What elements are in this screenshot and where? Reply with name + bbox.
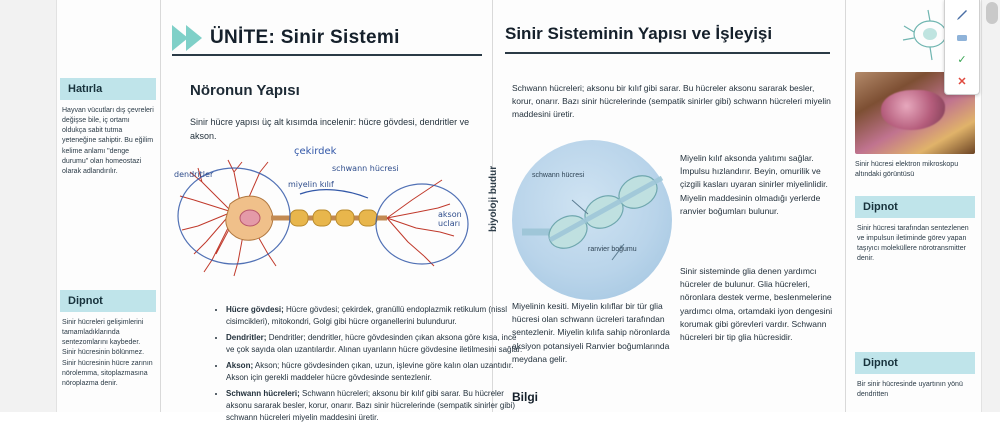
pencil-icon[interactable] [945,4,979,26]
list-item-term: Hücre gövdesi; [226,305,284,314]
diagram-label-miyelin-kilif: miyelin kılıf [288,180,334,189]
list-item-text: Hücre gövdesi; çekirdek, granüllü endoplazmik retikulum (nissl cisimcikleri), mitokondri, Golgi gibi hücre organellerini bulundurur. [226,305,508,326]
column2-paragraph-1: Schwann hücreleri; aksonu bir kılıf gibi sarar. Bu hücreler aksonu sararak besler, korur, onarır. Bazı sinir hücrelerinde (sempatik sinirler gibi) schwann hücreleri miyelin maddesini üretir. [512,83,831,120]
column1-list [186,304,526,428]
column2-footer-heading: Bilgi [512,390,538,404]
sidebar-box-hatirla [60,78,156,177]
right-gutter [981,0,1000,412]
myelin-diagram [512,140,672,300]
sidebar-body-hatirla: Hayvan vücutları dış çevreleri değişse bile, iç ortamı oldukça sabit tutma yeteneğine sahiptir. Bu eğilim kelime anlamı "denge durumu" olan homeostazi olarak adlandırılır. [62,107,154,175]
column1-lead: Sinir hücre yapısı üç alt kısımda incelenir: hücre gövdesi, dendritler ve akson. [190,117,470,141]
sidebar-body-dipnot-1: Sinir hücreleri gelişimlerini tamamladıklarında sentezomlarını kaybeder. Sinir hücresinin bölünmez. Sinir hücresinin hücre zarının nörolemma, sitoplazmasına nöroplazma denir. [62,319,153,387]
sidebar-tag-dipnot-3: Dipnot [855,352,975,374]
column-rule-3 [845,0,846,412]
eraser-icon[interactable] [945,26,979,48]
column2-paragraph-4: Miyelinin kesiti. Miyelin kılıflar bir tür glia hücresi olan schwann ücreleri tarafından sentezlenir. Miyelin kılıfa sahip nöronlarda aksiyon potansiyeli Ranvier boğumlarında meydana gelir. [512,301,670,364]
sidebar-tag-dipnot-1: Dipnot [60,290,156,312]
close-icon[interactable]: ✕ [957,75,967,88]
column2-paragraph-3: Sinir sisteminde glia denen yardımcı hücreler de bulunur. Glia hücreleri, nöronlara destek verme, beslenmelerine yardımcı olma, ortamdaki iyon dengesini korumak gibi görevleri vardır. Schwann hücreleri bir tip glia hücresidir. [680,266,833,342]
list-item-term: Akson; [226,361,254,370]
list-item [226,304,526,328]
column-rule-1 [160,0,161,412]
myelin-label-ranvier: ranvier boğumu [588,246,637,253]
sidebar-box-dipnot-3 [855,352,975,400]
section2-heading-underline [505,52,830,54]
myelin-diagram-svg [512,140,672,300]
unit-heading-text: ÜNİTE: Sinir Sistemi [210,27,400,48]
check-icon[interactable]: ✓ [957,53,967,66]
diagram-label-akson-uclari: akson ucları [438,210,462,228]
diagram-label-dendritler: dendritler [174,170,214,179]
section2-heading-text: Sinir Sisteminin Yapısı ve İşleyişi [505,24,773,43]
list-item-term: Schwann hücreleri; [226,389,300,398]
list-item [226,360,526,384]
list-item-text: Akson; hücre gövdesinden çıkan, uzun, işlevine göre kalın olan uzantıdır. Akson için gerekli maddeler hücre gövdesinde sentezlenir. [226,361,514,382]
list-item [226,332,526,356]
micrograph-caption: Sinir hücresi elektron mikroskopu altındaki görüntüsü [855,161,959,179]
column2-paragraph-2: Miyelin kılıf aksonda yalıtımı sağlar. İmpulsu hızlandırır. Beyin, omurilik ve çizgili kasları uyaran sinirler miyelinlidir. Miyelin maddesinin olmadığı yerlerde ranvier boğumları bulunur. [680,153,828,216]
neuron-diagram [172,142,482,292]
neuron-diagram-svg [172,142,482,292]
column2-rotated-label: biyoloji budur [488,165,499,232]
list-item-text: Dendritler; dendritler, hücre gövdesinden çıkan aksona göre kısa, ince ve çok sayıda olan uzantılardır. Alınan uyarıların hücre gövdesine iletilmesini sağlar. [226,333,523,354]
sidebar-box-dipnot-2 [855,196,975,265]
sidebar-body-dipnot-2: Sinir hücresi tarafından sentezlenen ve impulsun iletiminde görev yapan taşıyıcı moleküllere nörotransmitter denir. [857,225,969,263]
annotation-toolbar[interactable] [944,0,980,95]
unit-heading [172,18,472,58]
sidebar-body-dipnot-3: Bir sinir hücresinde uyartının yönü dendritten [857,381,963,399]
myelin-label-schwann: schwann hücresi [532,172,585,179]
column1-title: Nöronun Yapısı [190,82,300,99]
list-item [226,388,526,424]
sidebar-tag-hatirla: Hatırla [60,78,156,100]
scrollbar-thumb[interactable] [986,2,998,24]
micrograph-cell [881,90,945,130]
left-gutter [0,0,57,412]
diagram-label-cekirdek: çekirdek [294,146,337,157]
triangle-icon-2 [186,25,202,51]
list-item-term: Dendritler; [226,333,267,342]
sidebar-tag-dipnot-2: Dipnot [855,196,975,218]
unit-heading-underline [172,54,482,56]
diagram-label-schwann-hucresi: schwann hücresi [332,164,399,173]
sidebar-box-dipnot-1 [60,290,156,389]
list-item-text: Schwann hücreleri; aksonu bir kılıf gibi sarar. Bu hücreler aksonu sararak besler, korur, onarır. Bazı sinir hücrelerinde (sempatik sinirler gibi) schwann hücreleri miyelin maddesini üretir. [226,389,516,422]
